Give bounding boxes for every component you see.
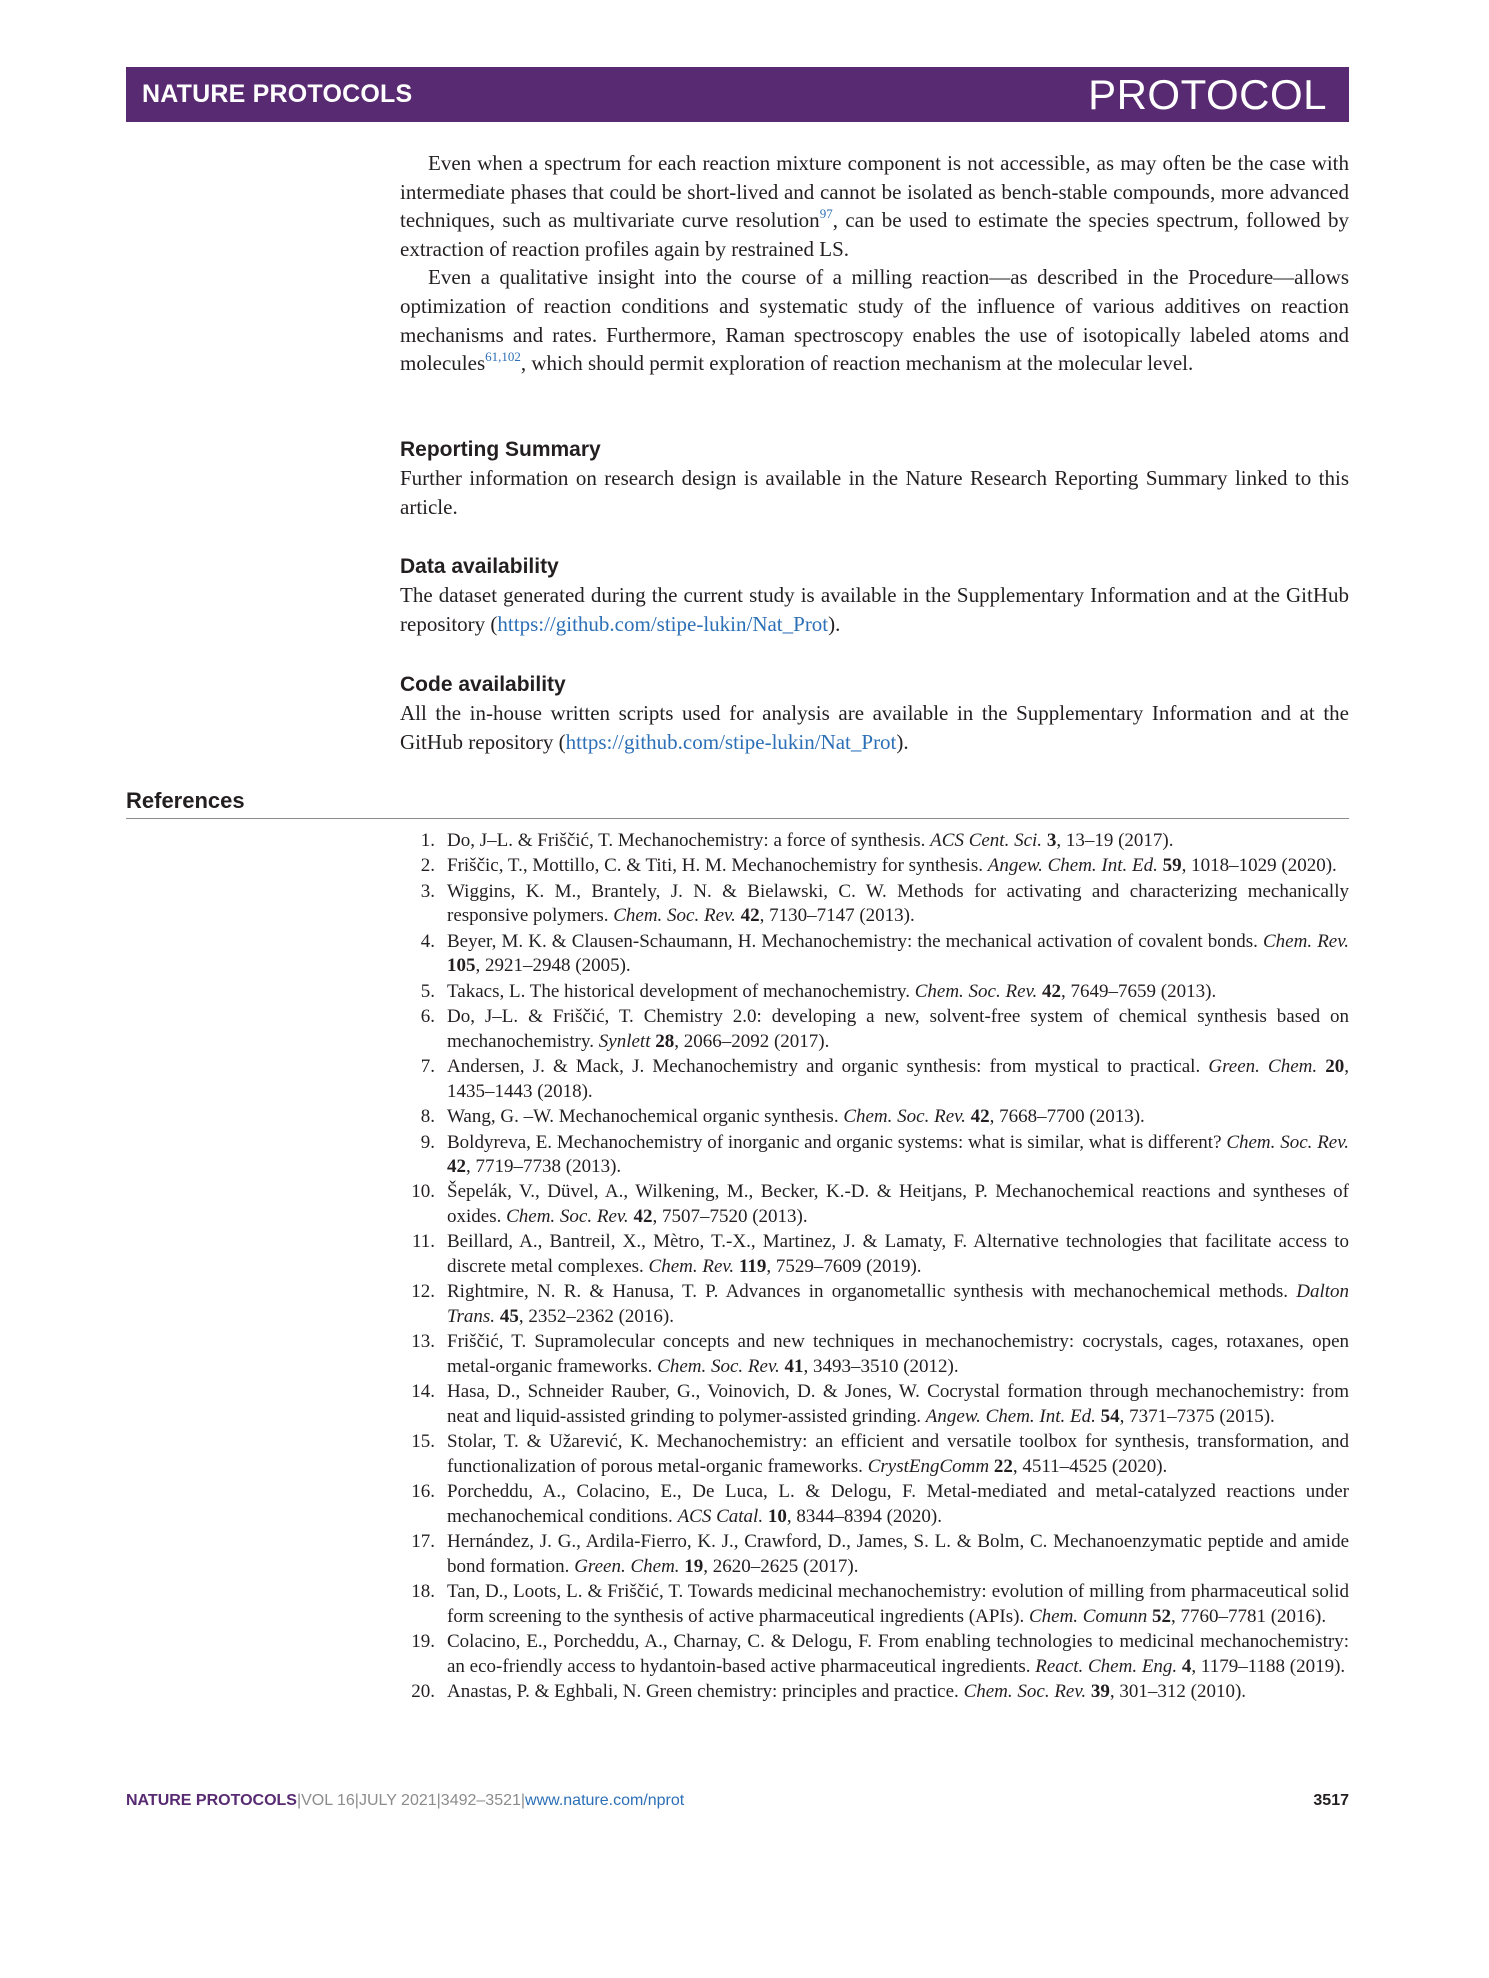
reference-item: 4. Beyer, M. K. & Clausen-Schaumann, H. Mechanochemistry: the mechanical activation of covalent bonds. Chem. Rev. 105, 2921–2948 (2005). bbox=[420, 930, 1350, 977]
paragraph-1: Even when a spectrum for each reaction mixture component is not accessible, as may often be the case with intermediate phases that could be short-lived and cannot be isolated as bench-stable compounds, more advanced techniques, such as multivariate curve resolution$^{97}$, can be used to estimate the species spectrum, followed by extraction of reaction profiles again by restrained LS. bbox=[400, 151, 1349, 261]
reference-item: 17. Hernández, J. G., Ardila-Fierro, K. J., Crawford, D., James, S. L. & Bolm, C. Mechanoenzymatic peptide and amide bond formation. Green. Chem. 19, 2620–2625 (2017). bbox=[411, 1531, 1349, 1577]
reference-item: 13. Friščić, T. Supramolecular concepts and new techniques in mechanochemistry: cocrystals, cages, rotaxanes, open metal-organic frameworks. Chem. Soc. Rev. 41, 3493–3510 (2012). bbox=[411, 1331, 1349, 1378]
reference-item: 14. Hasa, D., Schneider Rauber, G., Voinovich, D. & Jones, W. Cocrystal formation through mechanochemistry: from neat and liquid-assisted grinding to polymer-assisted grinding. Angew. Chem. Int. Ed. 54, 7371–7375 (2015). bbox=[411, 1381, 1349, 1428]
section-text: Further information on research design is available in the Nature Research Reporting Summary linked to this article. bbox=[400, 466, 1349, 519]
section-text: All the in-house written scripts used for analysis are available in the Supplementary Information and at the GitHub repository (https://github.com/stipe-lukin/Nat_Prot). bbox=[400, 701, 1349, 754]
reference-item: 16. Porcheddu, A., Colacino, E., De Luca, L. & Delogu, F. Metal-mediated and metal-catalyzed reactions under mechanochemical conditions. ACS Catal. 10, 8344–8394 (2020). bbox=[411, 1481, 1349, 1527]
reference-item: 20. Anastas, P. & Eghbali, N. Green chemistry: principles and practice. Chem. Soc. Rev. 39, 301–312 (2010). bbox=[411, 1681, 1247, 1703]
section-heading: Code availability bbox=[400, 673, 566, 696]
data-availability-section bbox=[400, 553, 1349, 638]
reference-item: 9. Boldyreva, E. Mechanochemistry of inorganic and organic systems: what is similar, what is different? Chem. Soc. Rev. 42, 7719–7738 (2013). bbox=[420, 1131, 1350, 1178]
footer-journal: NATURE PROTOCOLS bbox=[126, 1792, 297, 1809]
page-footer: NATURE PROTOCOLS|VOL 16|JULY 2021|3492–3521|www.nature.com/nprot 3517 bbox=[126, 1792, 1349, 1809]
reference-item: 2. Friščic, T., Mottillo, C. & Titi, H. M. Mechanochemistry for synthesis. Angew. Chem. Int. Ed. 59, 1018–1029 (2020). bbox=[420, 855, 1337, 877]
reference-list bbox=[400, 829, 1349, 1706]
reference-item: 12. Rightmire, N. R. & Hanusa, T. P. Advances in organometallic synthesis with mechanochemical methods. Dalton Trans. 45, 2352–2362 (2016). bbox=[411, 1281, 1349, 1328]
code-availability-section bbox=[400, 671, 1349, 756]
reference-item: 7. Andersen, J. & Mack, J. Mechanochemistry and organic synthesis: from mystical to practical. Green. Chem. 20, 1435–1443 (2018). bbox=[420, 1056, 1350, 1102]
reference-item: 11. Beillard, A., Bantreil, X., Mètro, T.-X., Martinez, J. & Lamaty, F. Alternative technologies that facilitate access to discrete metal complexes. Chem. Rev. 119, 7529–7609 (2019). bbox=[411, 1231, 1349, 1278]
page-number: 3517 bbox=[1313, 1792, 1349, 1809]
reference-item: 19. Colacino, E., Porcheddu, A., Charnay, C. & Delogu, F. From enabling technologies to medicinal mechanochemistry: an eco-friendly access to hydantoin-based active pharmaceutical ingredients. React. Chem. Eng. 4, 1179–1188 (2019). bbox=[411, 1631, 1349, 1677]
reference-item: 10. Šepelák, V., Düvel, A., Wilkening, M., Becker, K.-D. & Heitjans, P. Mechanochemical reactions and syntheses of oxides. Chem. Soc. Rev. 42, 7507–7520 (2013). bbox=[411, 1181, 1349, 1228]
section-heading: Reporting Summary bbox=[400, 438, 601, 461]
reporting-summary-section bbox=[400, 436, 1349, 521]
citation-link[interactable]: 61 bbox=[485, 349, 499, 365]
github-link[interactable]: https://github.com/stipe-lukin/Nat_Prot bbox=[497, 611, 829, 636]
reference-item: 1. Do, J–L. & Friščić, T. Mechanochemistry: a force of synthesis. ACS Cent. Sci. 3, 13–19 (2017). bbox=[420, 830, 1174, 851]
references-heading: References bbox=[126, 788, 245, 813]
journal-header-bar bbox=[126, 67, 1349, 122]
journal-name: NATURE PROTOCOLS bbox=[142, 80, 413, 108]
article-type: PROTOCOL bbox=[1088, 71, 1327, 118]
footer-pages: 3492–3521 bbox=[440, 1792, 521, 1809]
reference-item: 8. Wang, G. –W. Mechanochemical organic synthesis. Chem. Soc. Rev. 42, 7668–7700 (2013). bbox=[420, 1106, 1145, 1128]
footer-url-link[interactable]: www.nature.com/nprot bbox=[525, 1792, 685, 1809]
body-text bbox=[400, 149, 1349, 378]
paragraph-2: Even a qualitative insight into the course of a milling reaction—as described in the Procedure—allows optimization of reaction conditions and systematic study of the influence of various additives on reaction mechanisms and rates. Furthermore, Raman spectroscopy enables the use of isotopically labeled atoms and molecules$^{61,102}$, which should permit exploration of reaction mechanism at the molecular level. bbox=[400, 265, 1349, 376]
reference-item: 15. Stolar, T. & Užarević, K. Mechanochemistry: an efficient and versatile toolbox for synthesis, transformation, and functionalization of porous metal-organic frameworks. CrystEngComm 22, 4511–4525 (2020). bbox=[411, 1431, 1349, 1477]
reference-item: 5. Takacs, L. The historical development of mechanochemistry. Chem. Soc. Rev. 42, 7649–7659 (2013). bbox=[420, 980, 1217, 1002]
reference-item: 3. Wiggins, K. M., Brantely, J. N. & Bielawski, C. W. Methods for activating and characterizing mechanically responsive polymers. Chem. Soc. Rev. 42, 7130–7147 (2013). bbox=[420, 880, 1349, 927]
references-divider bbox=[126, 818, 1349, 819]
reference-item: 18. Tan, D., Loots, L. & Friščić, T. Towards medicinal mechanochemistry: evolution of milling from pharmaceutical solid form screening to the synthesis of active pharmaceutical ingredients (APIs). Chem. Comunn 52, 7760–7781 (2016). bbox=[411, 1581, 1349, 1627]
section-heading: Data availability bbox=[400, 555, 559, 578]
reference-item: 6. Do, J–L. & Friščić, T. Chemistry 2.0: developing a new, solvent-free system of chemical synthesis based on mechanochemistry. Synlett 28, 2066–2092 (2017). bbox=[420, 1006, 1349, 1052]
section-text: The dataset generated during the current study is available in the Supplementary Information and at the GitHub repository (https://github.com/stipe-lukin/Nat_Prot). bbox=[400, 583, 1349, 636]
citation-link[interactable]: 97 bbox=[819, 206, 833, 222]
citation-link[interactable]: 102 bbox=[501, 349, 521, 365]
footer-volume: VOL 16 bbox=[301, 1792, 355, 1809]
github-link[interactable]: https://github.com/stipe-lukin/Nat_Prot bbox=[565, 729, 897, 754]
footer-date: JULY 2021 bbox=[358, 1792, 437, 1809]
